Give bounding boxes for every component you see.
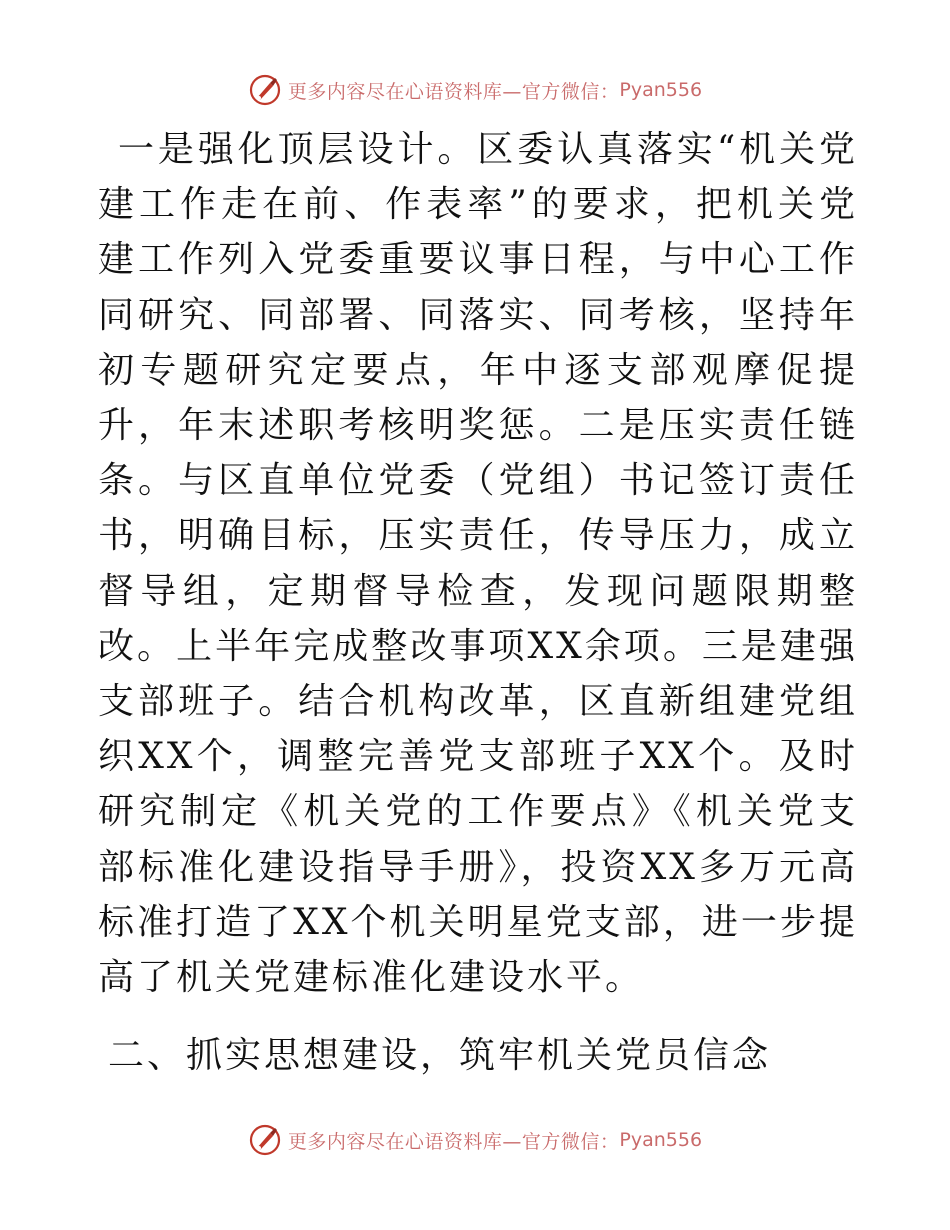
section-heading: 二、抓实思想建设，筑牢机关党员信念 xyxy=(108,1035,772,1077)
footer-watermark xyxy=(0,1120,950,1160)
watermark-text: 更多内容尽在心语资料库—官方微信： xyxy=(287,1130,620,1153)
quill-seal-icon xyxy=(248,1123,282,1157)
header-watermark xyxy=(0,70,950,110)
body-paragraph: 一是强化顶层设计。区委认真落实“机关党建工作走在前、作表率”的要求，把机关党建工作列入党委重要议事日程，与中心工作同研究、同部署、同落实、同考核，坚持年初专题研究定要点，年中逐支部观摩促提升，年末述职考核明奖惩。二是压实责任链条。与区直单位党委（党组）书记签订责任书，明确目标，压实责任，传导压力，成立督导组，定期督导检查，发现问题限期整改。上半年完成整改事项XX余项。三是建强支部班子。结合机构改革，区直新组建党组织XX个，调整完善党支部班子XX个。及时研究制定《机关党的工作要点》《机关党支部标准化建设指导手册》，投资XX多万元高标准打造了XX个机关明星党支部，进一步提高了机关党建标准化建设水平。 xyxy=(98,129,858,999)
document-body xyxy=(98,122,858,1083)
quill-seal-icon xyxy=(248,73,282,107)
watermark-text: 更多内容尽在心语资料库—官方微信： xyxy=(287,80,620,103)
watermark-contact: Pyan556 xyxy=(619,1129,703,1151)
watermark-contact: Pyan556 xyxy=(619,79,703,101)
